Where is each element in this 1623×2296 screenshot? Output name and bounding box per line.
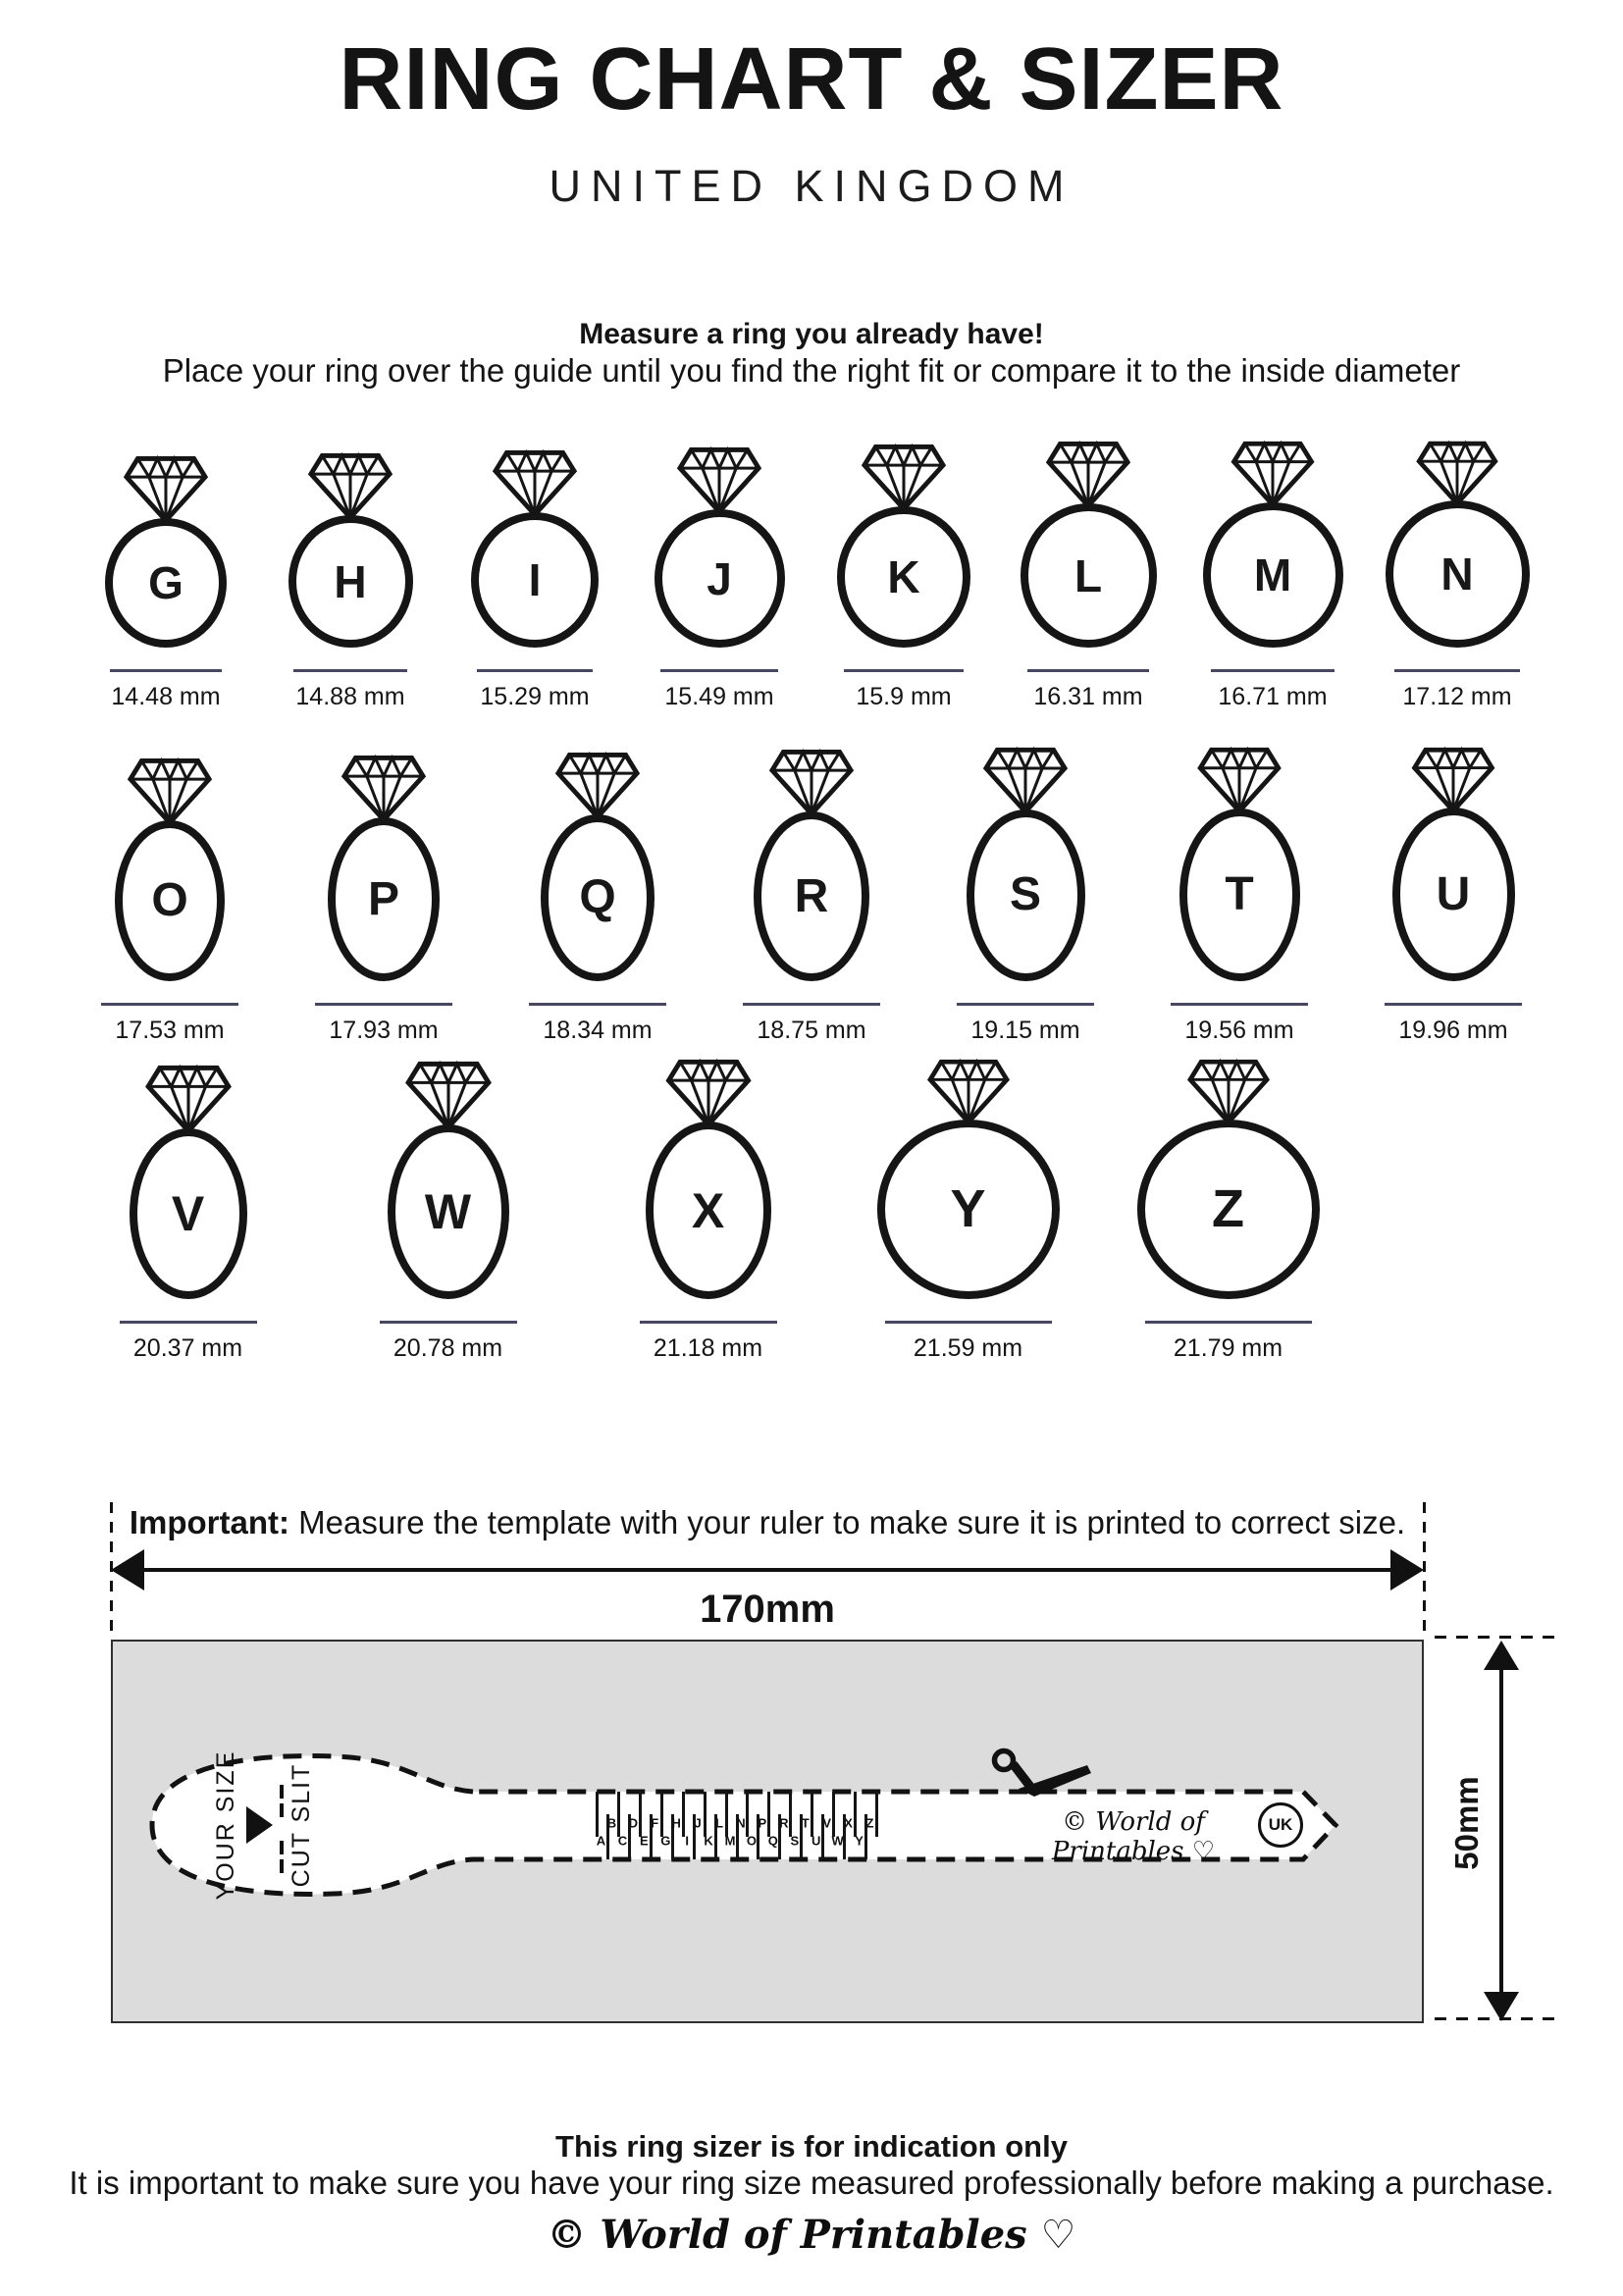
important-label: Important: (129, 1504, 289, 1540)
ring-underline (844, 669, 964, 672)
scale-letter: W (831, 1833, 844, 1849)
scale-letter: U (812, 1833, 821, 1849)
important-text: Measure the template with your ruler to make sure it is printed to correct size. (289, 1504, 1406, 1540)
ring-band-icon (471, 512, 599, 648)
scale-tick (660, 1792, 663, 1837)
ring-item (578, 1058, 838, 1363)
ring-underline (660, 669, 778, 672)
height-arrow-shaft (1499, 1666, 1503, 1996)
ring-item (258, 440, 443, 711)
ring-band-icon (1179, 809, 1300, 981)
ring-diameter-label: 16.71 mm (1218, 683, 1328, 710)
scale-letter: P (758, 1815, 767, 1831)
diamond-icon (405, 1060, 492, 1131)
ring-diameter-label: 14.88 mm (295, 683, 405, 710)
ring-size-letter: Y (950, 1179, 986, 1239)
height-dashed-line-top (1435, 1636, 1562, 1639)
ring-size-letter: Z (1212, 1179, 1244, 1239)
ring-diameter-label: 17.93 mm (329, 1017, 439, 1044)
diamond-icon (1230, 440, 1315, 509)
ring-underline (957, 1003, 1094, 1006)
ring-row-3 (58, 1058, 1358, 1363)
scale-letter: Q (767, 1833, 778, 1849)
ring-diameter-label: 19.96 mm (1398, 1017, 1508, 1044)
ring-band-icon (837, 506, 970, 648)
ring-item (63, 746, 277, 1045)
ring-diameter-label: 17.53 mm (115, 1017, 225, 1044)
ring-band-icon (1021, 503, 1157, 648)
ring-band-icon (328, 817, 440, 981)
ring-underline (477, 669, 593, 672)
ring-size-letter: L (1073, 549, 1103, 601)
diamond-icon (1185, 1058, 1272, 1126)
ring-size-letter: V (171, 1186, 205, 1241)
ring-size-letter: K (887, 551, 920, 602)
intro-instruction: Place your ring over the guide until you find the right fit or compare it to the inside diameter (162, 352, 1461, 389)
sizer-template-box (111, 1640, 1424, 2023)
ring-underline (101, 1003, 238, 1006)
scale-tick (617, 1792, 620, 1837)
scale-tick (811, 1792, 813, 1837)
ring-item (838, 1058, 1098, 1363)
scale-tick (875, 1792, 878, 1837)
ring-underline (529, 1003, 666, 1006)
ring-band-icon (877, 1120, 1060, 1299)
ring-band-icon (541, 814, 654, 981)
scale-letter: Y (855, 1833, 864, 1849)
ring-diameter-label: 15.49 mm (664, 683, 774, 710)
diamond-icon (128, 757, 212, 827)
ring-diameter-label: 19.15 mm (970, 1017, 1080, 1044)
ring-diameter-label: 21.18 mm (653, 1334, 763, 1362)
scale-letter: C (617, 1833, 628, 1849)
width-measurement-label: 170mm (700, 1588, 835, 1631)
ring-diameter-label: 21.79 mm (1173, 1334, 1283, 1362)
footer-brand-logo: © World of Printables ♡ (547, 2212, 1076, 2258)
footer-disclaimer: It is important to make sure you have your ring size measured professionally before making a purchase. (69, 2165, 1554, 2201)
ring-size-letter: I (528, 554, 542, 605)
ring-item (705, 746, 918, 1045)
diamond-icon (1197, 746, 1282, 815)
ring-band-icon (654, 509, 785, 648)
ring-underline (640, 1321, 777, 1324)
diamond-icon (1411, 746, 1495, 814)
width-arrowhead-left (111, 1549, 144, 1591)
scissors-icon (989, 1748, 1097, 1797)
scale-tick (725, 1792, 728, 1837)
ring-underline (885, 1321, 1052, 1324)
scale-letter: D (628, 1815, 639, 1831)
ring-item (443, 440, 627, 711)
ring-item (1098, 1058, 1358, 1363)
ring-underline (380, 1321, 517, 1324)
scale-letter: T (801, 1815, 810, 1831)
scale-letter: N (736, 1815, 746, 1831)
ring-row-1 (74, 440, 1549, 711)
ring-size-letter: T (1225, 868, 1254, 921)
ring-band-icon (1392, 808, 1515, 981)
height-arrowhead-bottom (1484, 1992, 1519, 2021)
scale-tick (789, 1792, 792, 1837)
ring-size-letter: Q (579, 871, 616, 923)
ring-item (1132, 746, 1346, 1045)
ring-band-icon (754, 811, 869, 981)
ring-size-letter: J (707, 552, 732, 604)
page-subtitle: UNITED KINGDOM (549, 161, 1074, 211)
diamond-icon (925, 1058, 1012, 1126)
ring-item (318, 1058, 578, 1363)
diamond-icon (555, 751, 640, 821)
ring-size-letter: X (691, 1182, 725, 1238)
diamond-icon (493, 448, 577, 519)
ring-band-icon (1386, 500, 1530, 648)
diamond-icon (124, 454, 208, 525)
ring-underline (315, 1003, 452, 1006)
ring-diameter-label: 16.31 mm (1033, 683, 1143, 710)
diamond-icon (1046, 440, 1130, 510)
diamond-icon (145, 1064, 232, 1135)
scale-letter: Z (865, 1815, 874, 1831)
scale-tick (704, 1792, 707, 1837)
ring-size-letter: H (334, 555, 367, 607)
scale-letter: L (715, 1815, 724, 1831)
ring-underline (1027, 669, 1149, 672)
ring-diameter-label: 18.75 mm (757, 1017, 866, 1044)
ring-diameter-label: 17.12 mm (1402, 683, 1512, 710)
intro-heading: Measure a ring you already have! (579, 318, 1044, 350)
ring-diameter-label: 20.78 mm (393, 1334, 503, 1362)
ring-band-icon (967, 809, 1085, 981)
scale-letter: J (694, 1815, 702, 1831)
ring-diameter-label: 14.48 mm (111, 683, 221, 710)
diamond-icon (677, 445, 761, 516)
important-note (111, 1504, 1424, 1541)
size-pointer-triangle-icon (246, 1806, 273, 1844)
scale-letter: X (844, 1815, 853, 1831)
ring-item (1346, 746, 1560, 1045)
cut-slit-label: CUT SLIT (288, 1762, 315, 1888)
ring-diameter-label: 19.56 mm (1184, 1017, 1294, 1044)
scale-letter: V (822, 1815, 832, 1831)
diamond-icon (769, 748, 854, 818)
ring-item (918, 746, 1132, 1045)
ring-diameter-label: 18.34 mm (543, 1017, 653, 1044)
ring-underline (1211, 669, 1335, 672)
height-measurement-label: 50mm (1448, 1776, 1485, 1870)
ring-underline (1385, 1003, 1522, 1006)
diamond-icon (1415, 440, 1499, 507)
scale-letter: R (779, 1815, 789, 1831)
ring-underline (110, 669, 222, 672)
ring-size-letter: M (1253, 548, 1292, 600)
ring-size-letter: P (367, 872, 399, 925)
diamond-icon (862, 443, 946, 513)
ring-item (491, 746, 705, 1045)
scale-tick (746, 1792, 749, 1837)
ring-band-icon (646, 1122, 771, 1299)
scale-letter: F (651, 1815, 659, 1831)
your-size-label: YOUR SIZE (212, 1749, 239, 1901)
ring-diameter-label: 21.59 mm (913, 1334, 1023, 1362)
ring-diameter-label: 15.29 mm (480, 683, 590, 710)
uk-badge: UK (1258, 1802, 1303, 1848)
scale-letter: E (639, 1833, 649, 1849)
width-arrowhead-right (1390, 1549, 1424, 1591)
ring-item (58, 1058, 318, 1363)
scale-tick (596, 1792, 599, 1837)
ring-size-letter: N (1440, 548, 1474, 600)
diamond-icon (341, 754, 426, 824)
scale-letter: S (790, 1833, 800, 1849)
ring-item (1365, 440, 1549, 711)
ring-underline (120, 1321, 257, 1324)
ring-item (74, 440, 258, 711)
diamond-icon (983, 746, 1068, 816)
ring-size-scale (596, 1792, 875, 1859)
cut-slit-dash-top (280, 1785, 284, 1821)
ring-underline (743, 1003, 880, 1006)
ring-size-letter: G (148, 557, 183, 608)
ring-band-icon (130, 1128, 247, 1299)
ring-diameter-label: 15.9 mm (856, 683, 952, 710)
ring-band-icon (115, 820, 225, 981)
ring-underline (1145, 1321, 1312, 1324)
scale-letter: G (660, 1833, 671, 1849)
ring-diameter-label: 20.37 mm (132, 1334, 243, 1362)
scale-letter: H (671, 1815, 681, 1831)
scale-letter: A (596, 1833, 606, 1849)
scale-letter: M (724, 1833, 736, 1849)
ring-size-letter: S (1009, 868, 1041, 921)
ring-item (1180, 440, 1365, 711)
ring-item (812, 440, 996, 711)
scale-letter: K (704, 1833, 713, 1849)
ring-item (627, 440, 812, 711)
ring-size-letter: R (794, 869, 829, 922)
ring-item (996, 440, 1180, 711)
scale-tick (682, 1792, 685, 1837)
ring-item (277, 746, 491, 1045)
scale-tick (639, 1792, 642, 1837)
ring-size-letter: U (1436, 867, 1471, 920)
width-arrow-shaft (142, 1568, 1390, 1572)
scale-letter: I (685, 1833, 689, 1849)
ring-band-icon (105, 518, 227, 648)
ring-underline (1394, 669, 1520, 672)
ring-band-icon (288, 515, 413, 648)
scale-tick (854, 1792, 857, 1837)
scale-letter: B (606, 1815, 617, 1831)
footer-heading: This ring sizer is for indication only (555, 2129, 1068, 2164)
scale-tick (832, 1792, 835, 1837)
cut-slit-dash-bottom (280, 1841, 284, 1877)
ring-band-icon (1137, 1120, 1320, 1299)
ring-underline (293, 669, 407, 672)
page-title: RING CHART & SIZER (339, 30, 1284, 129)
diamond-icon (665, 1058, 752, 1128)
ring-band-icon (1203, 502, 1343, 648)
scale-tick (767, 1792, 770, 1837)
ring-size-letter: O (151, 874, 188, 926)
ring-underline (1171, 1003, 1308, 1006)
ring-size-letter: W (424, 1184, 472, 1239)
diamond-icon (308, 451, 393, 522)
sizer-brand-signature: © World of Printables ♡ (1051, 1807, 1216, 1866)
scale-letter: O (746, 1833, 757, 1849)
ring-band-icon (388, 1124, 509, 1299)
ring-row-2 (63, 746, 1560, 1045)
